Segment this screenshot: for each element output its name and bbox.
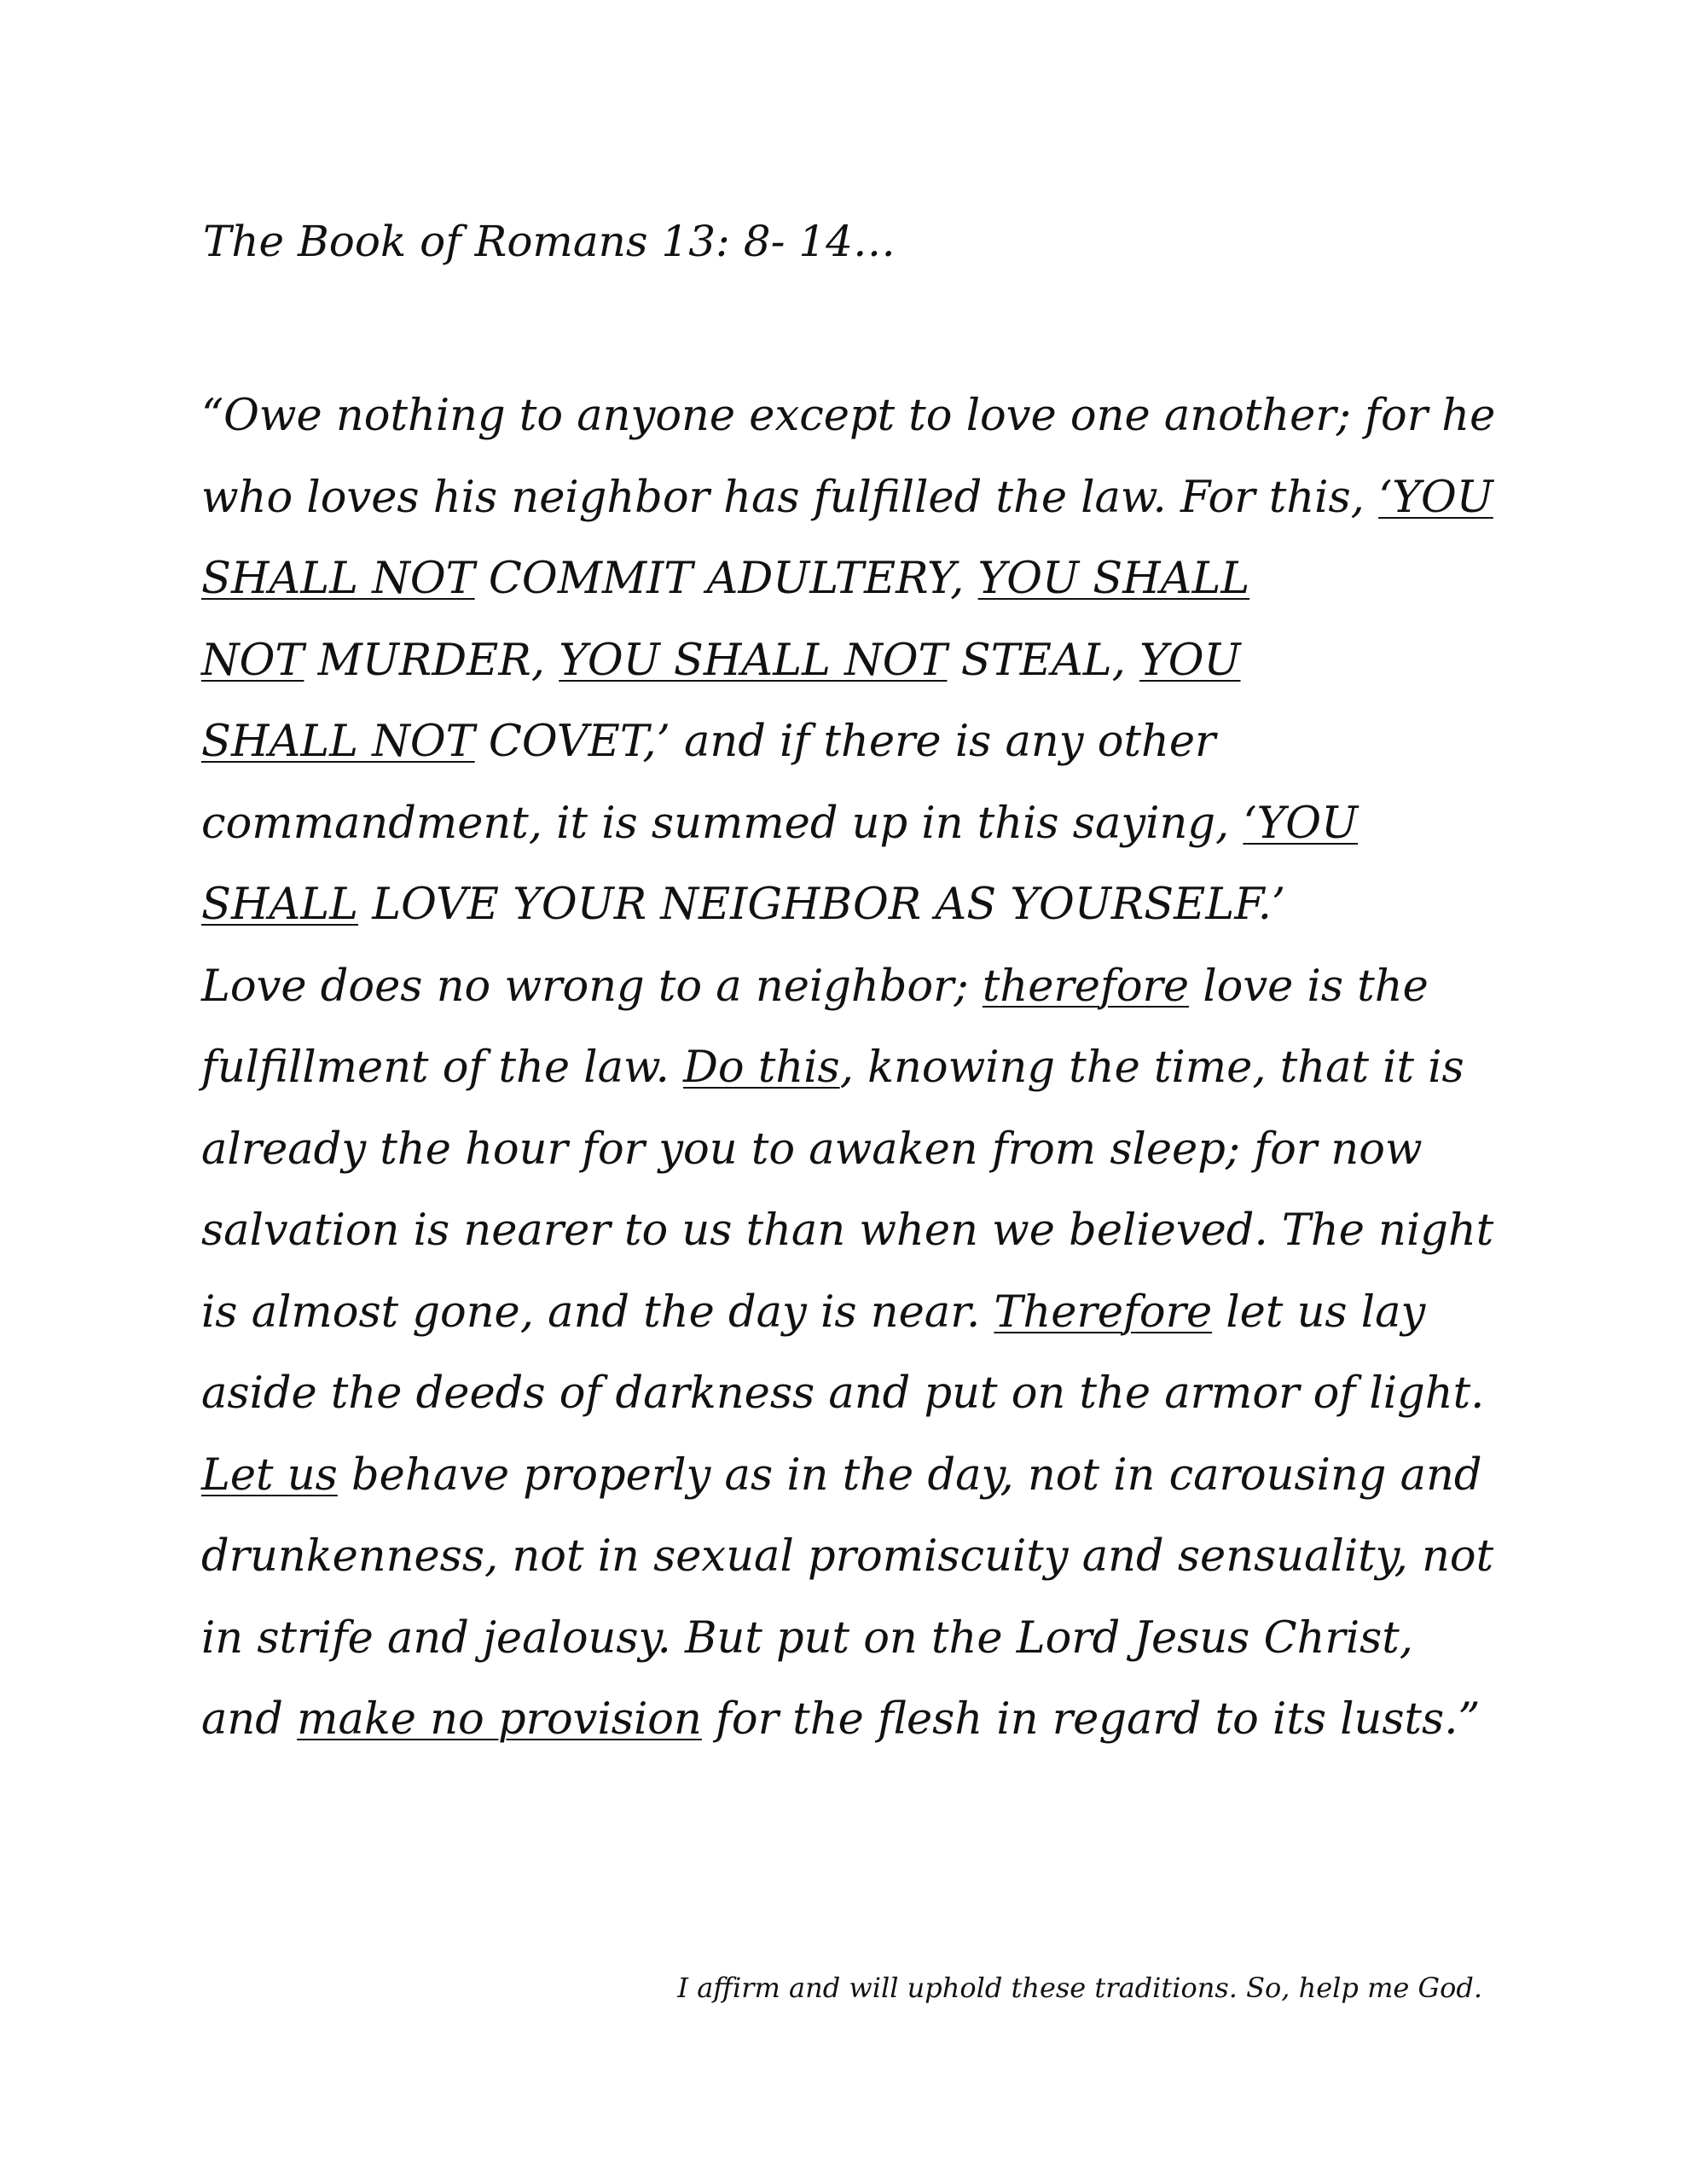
underlined-segment: ‘YOU bbox=[1378, 472, 1493, 523]
passage-line bbox=[201, 1027, 1532, 1109]
text-segment: , knowing the time, that it is bbox=[839, 1043, 1464, 1093]
passage-line bbox=[201, 1516, 1532, 1598]
underlined-segment: YOU SHALL NOT bbox=[559, 635, 948, 686]
text-segment: is almost gone, and the day is near. bbox=[201, 1287, 994, 1338]
text-segment: drunkenness, not in sexual promiscuity and sensuality, not bbox=[201, 1531, 1494, 1582]
text-segment: fulfillment of the law. bbox=[201, 1043, 684, 1093]
passage-line bbox=[201, 783, 1532, 865]
text-segment: COMMIT ADULTERY, bbox=[474, 554, 978, 604]
text-segment: aside the deeds of darkness and put on the armor of light. bbox=[201, 1368, 1485, 1419]
text-segment: STEAL, bbox=[947, 635, 1140, 686]
underlined-segment: Do this bbox=[683, 1043, 840, 1093]
underlined-segment: ‘YOU bbox=[1243, 798, 1359, 849]
text-segment: and bbox=[201, 1694, 298, 1745]
passage-line bbox=[201, 1435, 1532, 1517]
underlined-segment: Let us bbox=[201, 1449, 338, 1501]
passage-line bbox=[201, 946, 1532, 1028]
passage-line bbox=[201, 375, 1532, 457]
text-segment: let us lay bbox=[1212, 1287, 1426, 1338]
text-segment: COVET,’ and if there is any other bbox=[474, 717, 1216, 767]
affirmation-line: I affirm and will uphold these traditions. So, help me God. bbox=[677, 1972, 1482, 2004]
document-title: The Book of Romans 13: 8- 14… bbox=[203, 217, 896, 266]
passage-line bbox=[201, 864, 1532, 946]
passage-line bbox=[201, 1190, 1532, 1272]
underlined-segment: SHALL NOT bbox=[201, 554, 475, 604]
underlined-segment: SHALL bbox=[201, 880, 358, 930]
passage-line bbox=[201, 457, 1532, 539]
text-segment: salvation is nearer to us than when we believed. The night bbox=[201, 1205, 1494, 1256]
underlined-segment: YOU bbox=[1139, 635, 1241, 686]
text-segment: who loves his neighbor has fulfilled the law. For this, bbox=[201, 472, 1379, 523]
text-segment: love is the bbox=[1189, 961, 1429, 1012]
passage-line bbox=[201, 1679, 1532, 1761]
passage-line bbox=[201, 1272, 1532, 1354]
passage-line bbox=[201, 701, 1532, 783]
underlined-segment: make no provision bbox=[297, 1694, 702, 1745]
passage-line bbox=[201, 538, 1532, 620]
text-segment: in strife and jealousy. But put on the Lord Jesus Christ, bbox=[201, 1612, 1414, 1664]
text-segment: already the hour for you to awaken from sleep; for now bbox=[201, 1124, 1423, 1175]
underlined-segment: YOU SHALL bbox=[977, 554, 1250, 604]
text-segment: Love does no wrong to a neighbor; bbox=[201, 961, 983, 1012]
text-segment: MURDER, bbox=[304, 635, 559, 686]
text-segment: “Owe nothing to anyone except to love one another; for he bbox=[201, 391, 1496, 441]
text-segment: behave properly as in the day, not in carousing and bbox=[337, 1449, 1482, 1501]
underlined-segment: therefore bbox=[982, 961, 1190, 1012]
text-segment: LOVE YOUR NEIGHBOR AS YOURSELF.’ bbox=[357, 880, 1286, 930]
underlined-segment: Therefore bbox=[994, 1287, 1213, 1338]
text-segment: for the flesh in regard to its lusts.” bbox=[701, 1694, 1481, 1745]
passage-line bbox=[201, 1353, 1532, 1435]
underlined-segment: SHALL NOT bbox=[201, 717, 475, 767]
scripture-passage bbox=[201, 375, 1532, 1761]
underlined-segment: NOT bbox=[201, 635, 304, 686]
passage-line bbox=[201, 1598, 1532, 1680]
passage-line bbox=[201, 1109, 1532, 1191]
text-segment: commandment, it is summed up in this saying, bbox=[201, 798, 1244, 849]
passage-line bbox=[201, 620, 1532, 702]
